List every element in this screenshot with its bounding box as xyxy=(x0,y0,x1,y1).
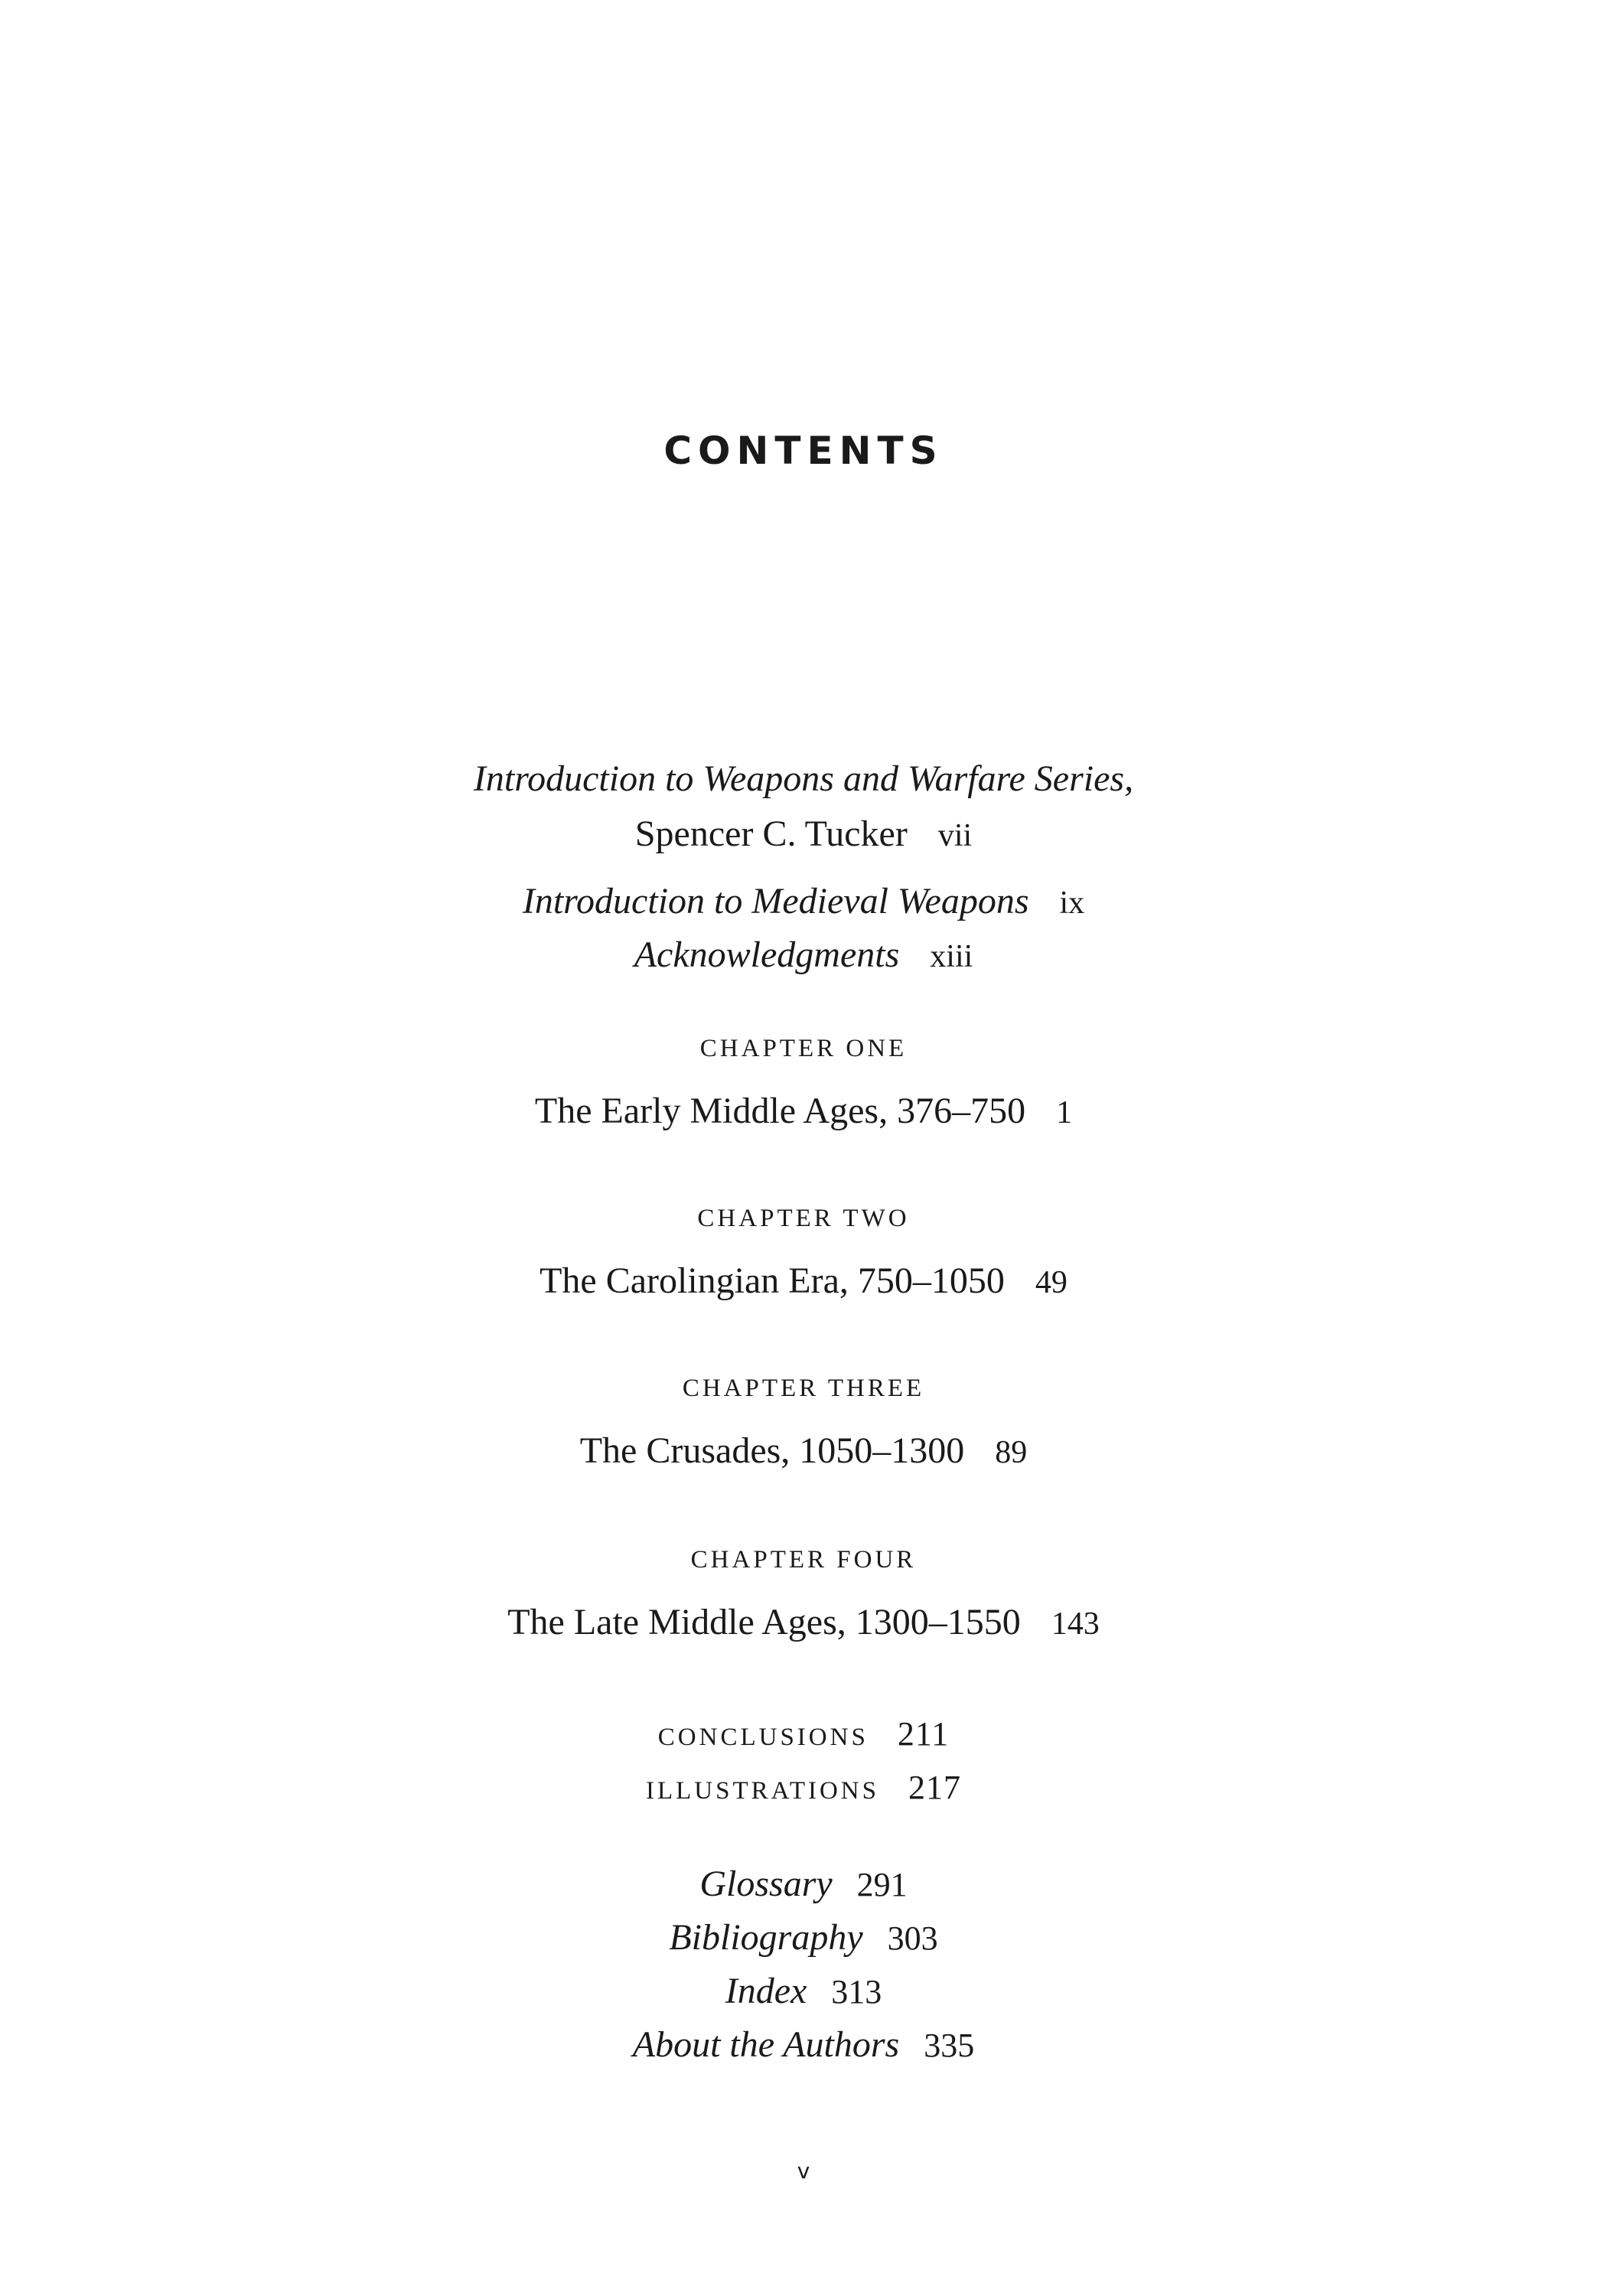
toc-page-number: 49 xyxy=(1035,1265,1068,1300)
toc-entry-series-intro xyxy=(0,758,1607,801)
toc-entry-title: ILLUSTRATIONS xyxy=(646,1777,879,1805)
toc-entry-illustrations xyxy=(0,1768,1607,1807)
page-folio: v xyxy=(797,2158,810,2183)
toc-page-number: 1 xyxy=(1056,1095,1073,1130)
toc-entry-chapter-one xyxy=(0,1090,1607,1134)
toc-page-number: 217 xyxy=(908,1769,961,1806)
toc-entry-title: Introduction to Medieval Weapons xyxy=(522,881,1029,921)
toc-entry-chapter-two xyxy=(0,1260,1607,1304)
toc-entry-title: The Early Middle Ages, 376–750 xyxy=(534,1091,1026,1131)
chapter-label: CHAPTER FOUR xyxy=(690,1546,917,1574)
toc-page-number: 89 xyxy=(995,1435,1028,1470)
toc-entry-title: Introduction to Weapons and Warfare Series, xyxy=(473,758,1134,799)
toc-page-number: ix xyxy=(1059,885,1085,921)
toc-entry-title: CONCLUSIONS xyxy=(657,1724,869,1751)
toc-page-number: 143 xyxy=(1051,1606,1100,1642)
chapter-label: CHAPTER TWO xyxy=(697,1205,910,1232)
toc-entry-title: About the Authors xyxy=(632,2024,900,2065)
toc-entry-chapter-three xyxy=(0,1430,1607,1474)
toc-page-number: xiii xyxy=(930,939,973,974)
chapter-label: CHAPTER THREE xyxy=(682,1375,925,1402)
toc-page-number: 335 xyxy=(924,2027,975,2064)
toc-page-number: 291 xyxy=(856,1866,908,1903)
toc-entry-title: Spencer C. Tucker xyxy=(634,814,908,854)
toc-page-number: 211 xyxy=(897,1715,950,1753)
toc-entry-medieval-intro xyxy=(0,880,1607,925)
toc-entry-bibliography xyxy=(0,1916,1607,1960)
toc-entry-about-authors xyxy=(0,2024,1607,2067)
toc-entry-index xyxy=(0,1970,1607,2014)
toc-entry-title: Bibliography xyxy=(669,1917,863,1958)
toc-entry-series-author xyxy=(0,813,1607,857)
toc-entry-glossary xyxy=(0,1863,1607,1906)
toc-entry-conclusions xyxy=(0,1714,1607,1753)
page-title: CONTENTS xyxy=(663,429,944,473)
toc-entry-title: Index xyxy=(725,1971,807,2011)
toc-entry-chapter-four xyxy=(0,1601,1607,1645)
toc-entry-acknowledgments xyxy=(0,934,1607,978)
toc-entry-title: The Late Middle Ages, 1300–1550 xyxy=(507,1602,1021,1642)
chapter-label: CHAPTER ONE xyxy=(699,1035,908,1062)
toc-page-number: 313 xyxy=(831,1973,882,2011)
toc-page-number: 303 xyxy=(887,1919,938,1957)
toc-page-number: vii xyxy=(937,818,973,853)
toc-entry-title: Glossary xyxy=(699,1864,833,1904)
toc-entry-title: Acknowledgments xyxy=(634,934,900,975)
toc-entry-title: The Carolingian Era, 750–1050 xyxy=(539,1261,1005,1301)
toc-entry-title: The Crusades, 1050–1300 xyxy=(579,1430,965,1471)
